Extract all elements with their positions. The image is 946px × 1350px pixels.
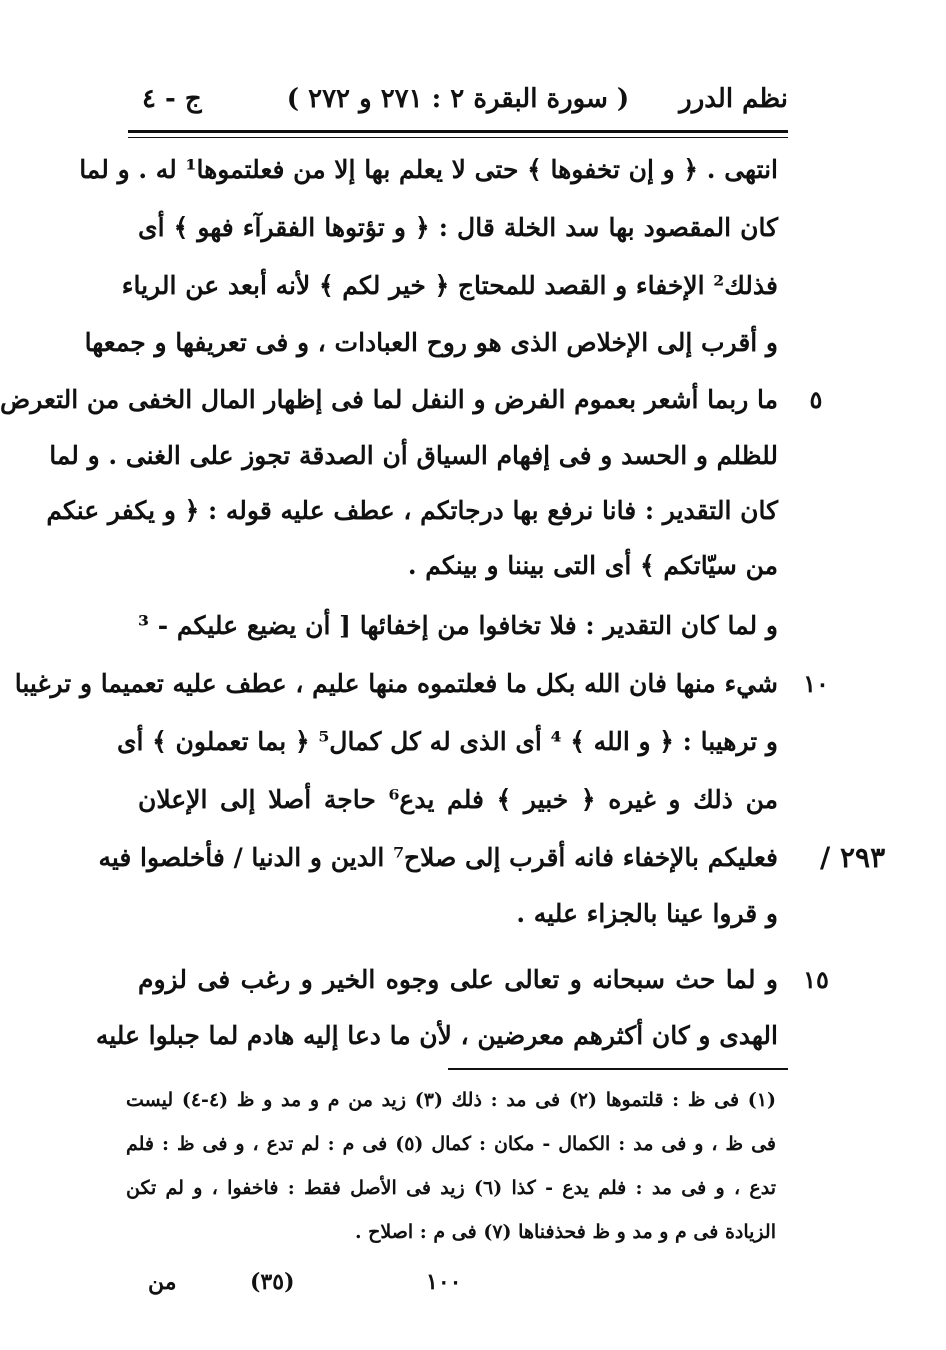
body-line: كان المقصود بها سد الخلة قال : ﴿ و تؤتوها الفقرآء فهو ﴾ أى [138,213,778,242]
body-line: انتهى . ﴿ و إن تخفوها ﴾ حتى لا يعلم بها إلا من فعلتموها¹ له . و لما [79,155,778,184]
surah-reference: ( سورة البقرة ٢ : ٢٧١ و ٢٧٢ ) [286,84,630,114]
body-line: الهدى و كان أكثرهم معرضين ، لأن ما دعا إليه هادم لما جبلوا عليه [95,1021,778,1050]
body-line: فذلك² الإخفاء و القصد للمحتاج ﴿ خير لكم ﴾ لأنه أبعد عن الرياء [121,271,778,300]
body-line: من سيّاتكم ﴾ أى التى بيننا و بينكم . [407,551,778,580]
body-line: و ترهيبا : ﴿ و الله ﴾ ⁴ أى الذى له كل كمال⁵ ﴿ بما تعملون ﴾ أى [116,727,778,756]
body-line: شيء منها فان الله بكل ما فعلتموه منها عليم ، عطف عليه تعميما و ترغيبا [14,669,778,698]
body-line: كان التقدير : فانا نرفع بها درجاتكم ، عطف عليه قوله : ﴿ و يكفر عنكم [46,496,778,525]
body-line: من ذلك و غيره ﴿ خبير ﴾ فلم يدع⁶ حاجة أصلا إلى الإعلان [138,785,778,814]
line-number: ١٥ [803,965,829,994]
catchword: من [148,1269,177,1295]
page-number: ١٠٠ [426,1269,462,1295]
body-line: و لما كان التقدير : فلا تخافوا من إخفائها [ أن يضيع عليكم - ³ [138,611,778,640]
body-line: و قروا عينا بالجزاء عليه . [516,899,778,928]
footnote-line: تدع ، و فى مد : فلم يدع - كذا (٦) زيد فى الأصل فقط : فاخفوا ، و لم تكن [126,1177,776,1199]
margin-page-reference: ٢٩٣ / [820,841,886,874]
line-number: ٥ [809,385,823,414]
body-line: فعليكم بالإخفاء فانه أقرب إلى صلاح⁷ الدين و الدنيا / فأخلصوا فيه [98,843,778,872]
body-line: و أقرب إلى الإخلاص الذى هو روح العبادات ، و فى تعريفها و جمعها [84,328,778,357]
footnote-line: فى ظ ، و فى مد : الكمال - مكان : كمال (٥) فى م : لم تدع ، و فى ظ : فلم [126,1133,776,1155]
volume-label: ج - ٤ [142,84,202,114]
signature-mark: (٣٥) [250,1269,295,1295]
header-rule-thick [128,130,788,133]
footnote-line: الزيادة فى م و مد و ظ فحذفناها (٧) فى م : اصلاح . [354,1221,776,1243]
book-title: نظم الدرر [679,84,788,114]
footnote-rule [448,1068,788,1070]
body-line: ما ربما أشعر بعموم الفرض و النفل لما فى إظهار المال الخفى من التعرض [0,385,778,414]
body-line: للظلم و الحسد و فى إفهام السياق أن الصدقة تجوز على الغنى . و لما [49,441,778,470]
footnote-line: (١) فى ظ : قلتموها (٢) فى مد : ذلك (٣) زيد من م و مد و ظ (٤-٤) ليست [126,1089,776,1111]
header-rule-thin [128,137,788,138]
body-line: و لما حث سبحانه و تعالى على وجوه الخير و رغب فى لزوم [138,965,778,994]
line-number: ١٠ [803,669,829,698]
running-head [128,80,788,124]
